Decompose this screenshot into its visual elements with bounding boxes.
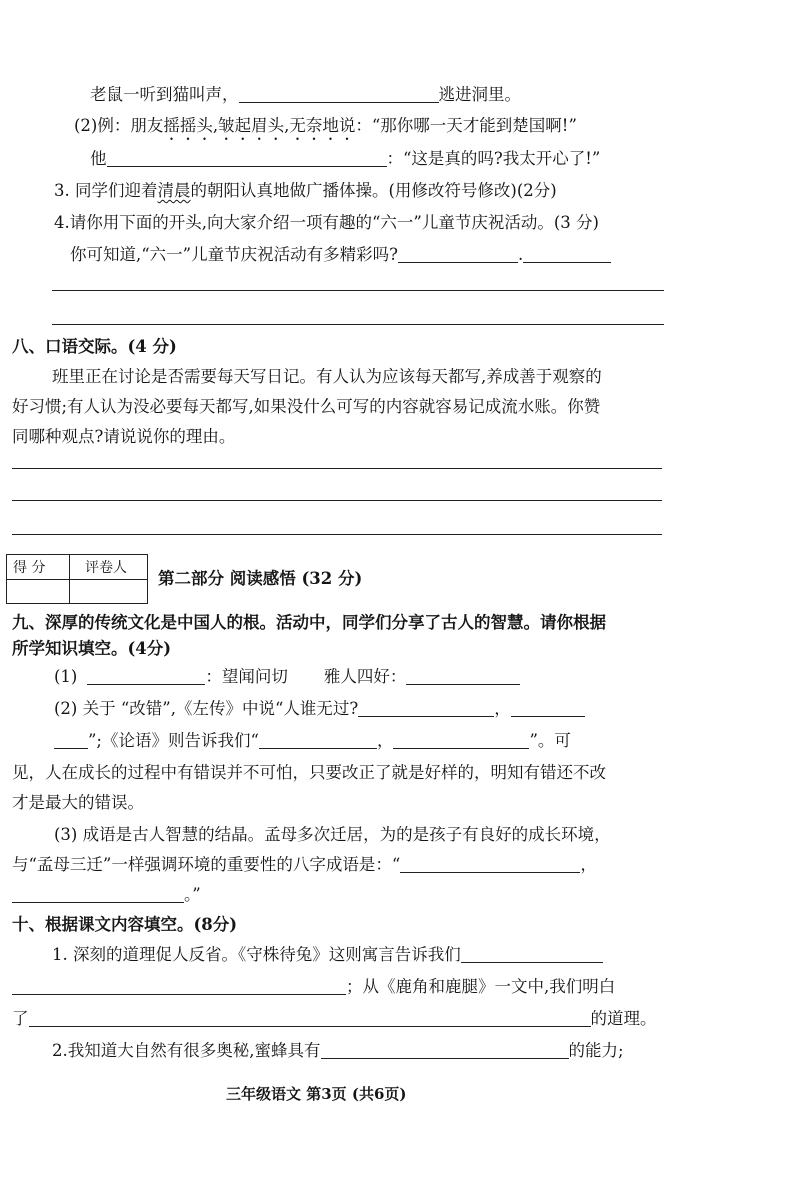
q9-sub2-text-a: (2) 关于 “改错”,《左传》中说“人谁无过? <box>54 699 359 718</box>
q10-item1-blank-c[interactable] <box>29 1008 591 1027</box>
q7-ex2-dotted-3: 无奈地说 <box>289 116 356 135</box>
q9-sub3-comma: ， <box>580 855 597 874</box>
q8-answer-line-1[interactable] <box>12 468 662 469</box>
q7-example2-answer <box>90 148 600 170</box>
q7-item4-blank-b[interactable] <box>523 244 611 263</box>
q9-sub1-blank-b[interactable] <box>406 666 520 685</box>
score-label: 得 分 <box>13 560 46 576</box>
q9-sub3-line-2 <box>12 854 597 876</box>
q7-ex2-dotted-2: 皱起眉头 <box>218 116 285 135</box>
score-box <box>6 554 148 604</box>
q7-item4-mid: . <box>517 245 524 264</box>
q9-sub2-line-4: 才是最大的错误。 <box>12 793 144 812</box>
q7-ex2-text-b: , <box>212 116 219 135</box>
q9-sub2-blank-c[interactable] <box>54 730 88 749</box>
q7-ex2-text-a: (2)例：朋友 <box>74 116 164 135</box>
grader-label: 评卷人 <box>85 560 127 576</box>
q8-answer-line-2[interactable] <box>12 500 662 501</box>
q8-paragraph-line-1: 班里正在讨论是否需要每天写日记。有人认为应该每天都写,养成善于观察的 <box>52 367 602 386</box>
score-box-row-divider <box>7 579 147 580</box>
q9-sub3-line-3 <box>12 884 201 906</box>
q7-item3-wavy: 清晨 <box>157 181 191 200</box>
q10-item2-blank[interactable] <box>321 1040 569 1059</box>
q7-answer-line-2[interactable] <box>52 324 664 325</box>
q8-paragraph-line-3: 同哪种观点?请说说你的理由。 <box>12 427 236 446</box>
q7-item3-text-b: 的朝阳认真地做广播体操。(用修改符号修改)(2分) <box>190 181 557 200</box>
q10-item1-text-a: 1. 深刻的道理促人反省。《守株待兔》这则寓言告诉我们 <box>52 945 461 964</box>
q9-sub1-blank-a[interactable] <box>87 666 205 685</box>
q7-item4-start <box>70 244 611 266</box>
q7-item3 <box>54 180 557 202</box>
q7-ex2-he: 他 <box>90 149 107 168</box>
q9-sub2-comma: ， <box>494 699 511 718</box>
page-footer: 三年级语文 第3页 (共6页) <box>226 1085 407 1103</box>
q9-sub1-text-a: ：望闻问切 <box>205 667 288 686</box>
q9-sub2-text-b: ”;《论语》则告诉我们“ <box>88 731 259 750</box>
q10-item1-text-d: 的道理。 <box>590 1009 657 1028</box>
q7-ex2-dotted-1: 摇摇头 <box>163 116 213 135</box>
q10-item1-text-c: 了 <box>12 1009 29 1028</box>
q9-sub2 <box>54 698 585 720</box>
q7-ex2-text-d: ：“那你哪一天才能到楚国啊!” <box>355 116 577 135</box>
q10-item1-line-2 <box>12 976 615 998</box>
q7-item4: 4.请你用下面的开头,向大家介绍一项有趣的“六一”儿童节庆祝活动。(3 分) <box>54 213 599 232</box>
q9-sub3-blank-b[interactable] <box>12 884 184 903</box>
q9-sub1-text-b: 雅人四好： <box>323 667 407 686</box>
q10-item2-text-b: 的能力; <box>568 1041 624 1060</box>
q9-sub2-line-2 <box>54 730 571 752</box>
q8-paragraph-line-2: 好习惯;有人认为没必要每天都写,如果没什么可写的内容就容易记成流水账。你赞 <box>12 397 601 416</box>
q9-sub2-text-d: ”。可 <box>529 731 571 750</box>
q9-sub3-text-b: 与“孟母三迁”一样强调环境的重要性的八字成语是：“ <box>12 855 401 874</box>
q9-sub3-end: 。” <box>184 885 201 904</box>
q10-item1-blank-b[interactable] <box>12 976 346 995</box>
q9-sub3-blank-a[interactable] <box>400 854 580 873</box>
q9-sub2-blank-e[interactable] <box>393 730 529 749</box>
part2-title: 第二部分 阅读感悟 (32 分) <box>158 569 363 588</box>
q7-ex2-text-c: , <box>284 116 290 135</box>
q7-line1-text: 老鼠一听到猫叫声， <box>90 85 239 104</box>
q8-title: 八、口语交际。(4 分) <box>12 337 177 356</box>
q9-sub2-blank-b[interactable] <box>511 698 585 717</box>
q9-sub1 <box>54 666 520 688</box>
q9-sub2-text-c: ， <box>376 731 394 750</box>
q7-item4-blank-a[interactable] <box>398 244 518 263</box>
q8-answer-line-3[interactable] <box>12 534 662 535</box>
q7-answer-line-1[interactable] <box>52 290 664 291</box>
q9-sub2-blank-d[interactable] <box>259 730 377 749</box>
q10-item1-line-3 <box>12 1008 657 1030</box>
q7-ex2-blank[interactable] <box>107 148 387 167</box>
q10-item1 <box>52 944 603 966</box>
q7-item3-text-a: 3. 同学们迎着 <box>54 181 158 200</box>
q10-item2 <box>52 1040 624 1062</box>
q9-sub1-num: (1) <box>54 667 78 686</box>
q7-line1-blank[interactable] <box>239 84 439 103</box>
q9-sub2-blank-a[interactable] <box>358 698 494 717</box>
q9-sub2-line-3: 见，人在成长的过程中有错误并不可怕，只要改正了就是好样的，明知有错还不改 <box>12 763 606 782</box>
q7-item4-start-text: 你可知道,“六一”儿童节庆祝活动有多精彩吗? <box>70 245 398 264</box>
q10-item1-text-b: ；从《鹿角和鹿腿》一文中,我们明白 <box>346 977 616 996</box>
q7-line1 <box>90 84 521 106</box>
q9-sub3: (3) 成语是古人智慧的结晶。孟母多次迁居，为的是孩子有良好的成长环境， <box>54 825 611 844</box>
q10-item2-text-a: 2.我知道大自然有很多奥秘,蜜蜂具有 <box>52 1041 321 1060</box>
q10-title: 十、根据课文内容填空。(8分) <box>12 915 238 934</box>
q7-example2 <box>74 115 577 144</box>
q9-title: 九、深厚的传统文化是中国人的根。活动中，同学们分享了古人的智慧。请你根据 <box>12 613 606 632</box>
q10-item1-blank-a[interactable] <box>461 944 603 963</box>
q7-ex2-quote: ：“这是真的吗?我太开心了!” <box>386 149 601 168</box>
q9-title-line-2: 所学知识填空。(4分) <box>12 639 172 658</box>
q7-line1-end: 逃进洞里。 <box>438 85 521 104</box>
